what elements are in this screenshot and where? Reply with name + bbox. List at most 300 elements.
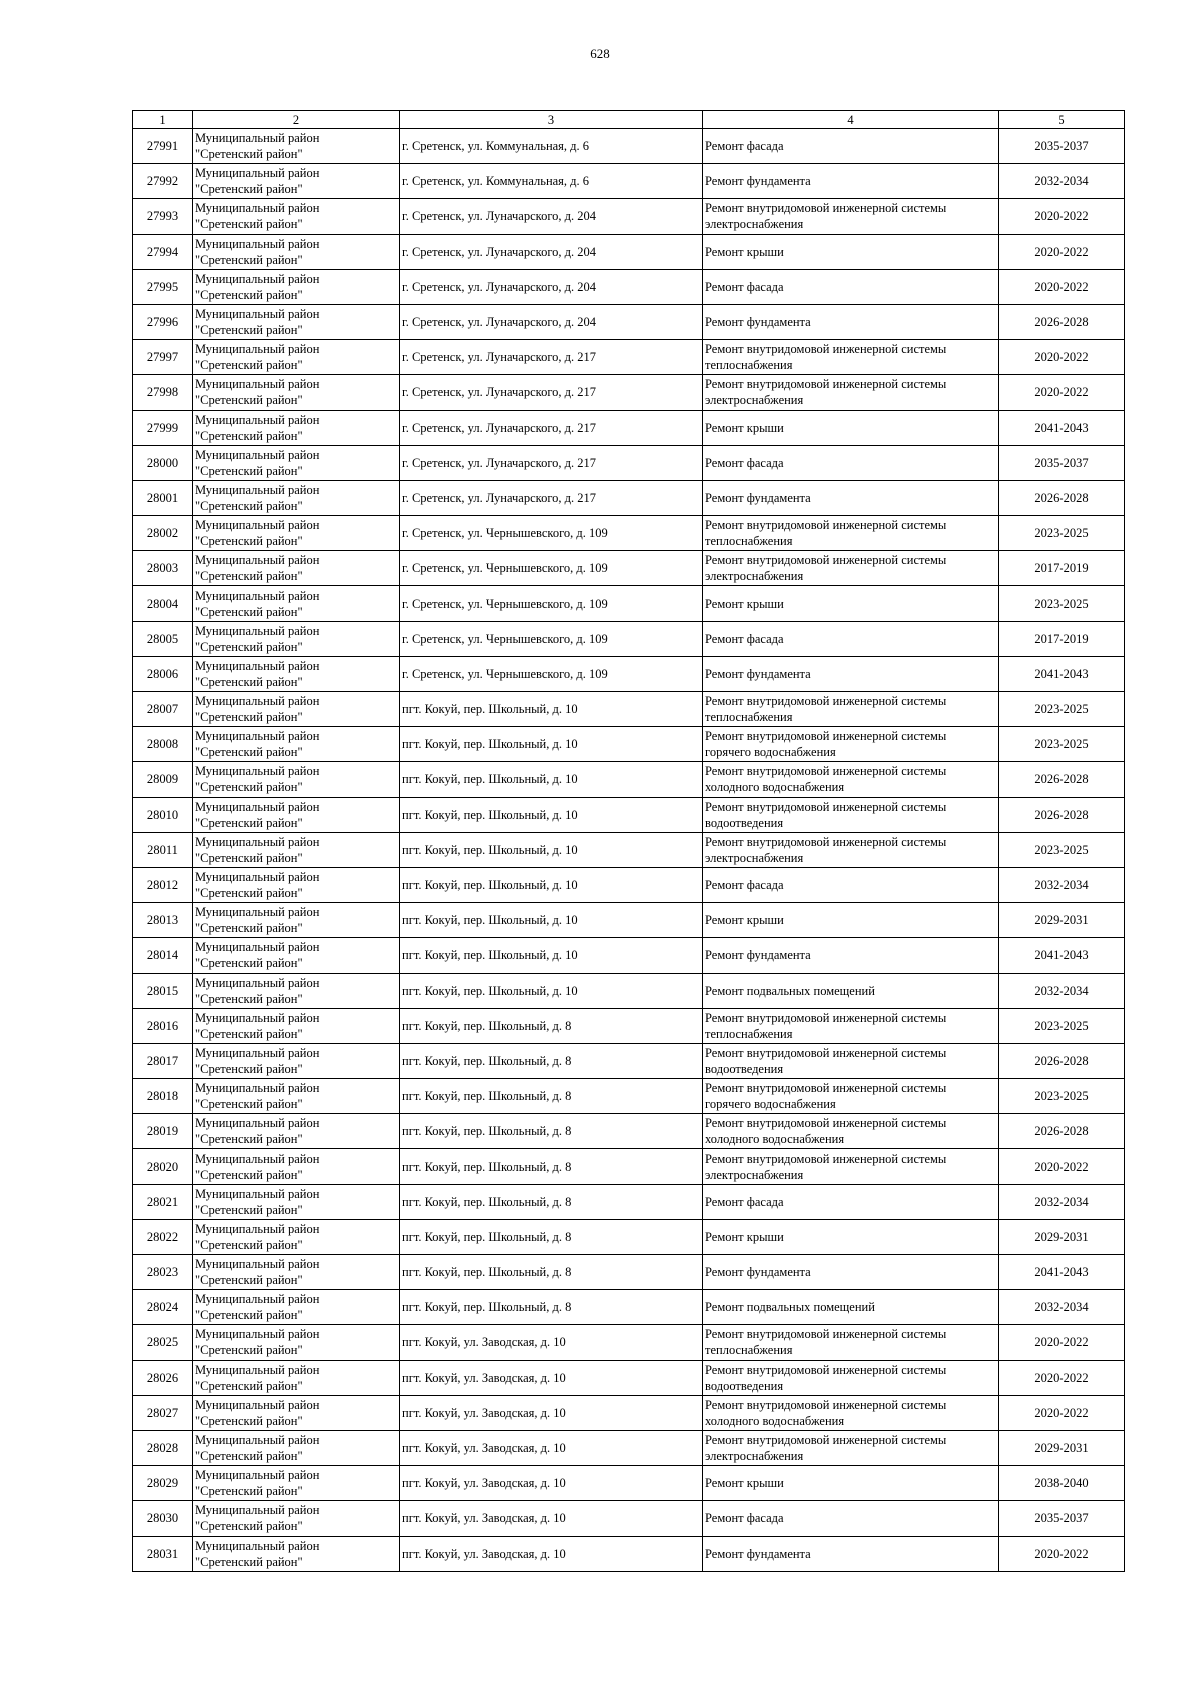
- address-cell: пгт. Кокуй, ул. Заводская, д. 10: [400, 1325, 703, 1360]
- work-type-cell: [703, 516, 999, 551]
- period-cell: 2020-2022: [999, 1325, 1125, 1360]
- work-type-cell: [703, 867, 999, 902]
- period-cell: 2035-2037: [999, 1501, 1125, 1536]
- table-row: [133, 1360, 1125, 1395]
- work-type-line: Ремонт крыши: [705, 596, 784, 611]
- address-cell: пгт. Кокуй, пер. Школьный, д. 10: [400, 832, 703, 867]
- row-number-cell: 27996: [133, 304, 193, 339]
- municipality-cell: [193, 1219, 400, 1254]
- work-type-line: теплоснабжения: [705, 534, 793, 549]
- municipality-cell: [193, 516, 400, 551]
- work-type-line: Ремонт крыши: [705, 1229, 784, 1244]
- work-type-cell: [703, 656, 999, 691]
- work-type-cell: [703, 1079, 999, 1114]
- municipality-cell: [193, 234, 400, 269]
- table-row: [133, 797, 1125, 832]
- work-type-cell: [703, 304, 999, 339]
- row-number-cell: 28017: [133, 1043, 193, 1078]
- table-row: [133, 1114, 1125, 1149]
- row-number-cell: 28020: [133, 1149, 193, 1184]
- address-cell: г. Сретенск, ул. Луначарского, д. 204: [400, 304, 703, 339]
- address-cell: пгт. Кокуй, пер. Школьный, д. 8: [400, 1184, 703, 1219]
- table-row: [133, 1184, 1125, 1219]
- row-number-cell: 28025: [133, 1325, 193, 1360]
- period-cell: 2023-2025: [999, 1079, 1125, 1114]
- period-cell: 2023-2025: [999, 727, 1125, 762]
- address-cell: г. Сретенск, ул. Чернышевского, д. 109: [400, 656, 703, 691]
- address-cell: пгт. Кокуй, пер. Школьный, д. 8: [400, 1043, 703, 1078]
- work-type-line: теплоснабжения: [705, 358, 793, 373]
- municipality-cell: [193, 1255, 400, 1290]
- address-cell: пгт. Кокуй, пер. Школьный, д. 10: [400, 797, 703, 832]
- municipality-line: Муниципальный район: [195, 1468, 320, 1483]
- municipality-cell: [193, 1466, 400, 1501]
- row-number-cell: 28005: [133, 621, 193, 656]
- period-cell: 2032-2034: [999, 867, 1125, 902]
- municipality-cell: [193, 867, 400, 902]
- period-cell: 2026-2028: [999, 1043, 1125, 1078]
- table-row: [133, 304, 1125, 339]
- work-type-line: Ремонт крыши: [705, 913, 784, 928]
- work-type-line: Ремонт внутридомовой инженерной системы: [705, 764, 947, 779]
- municipality-line: Муниципальный район: [195, 764, 320, 779]
- table-row: [133, 867, 1125, 902]
- row-number-cell: 27993: [133, 199, 193, 234]
- work-type-cell: [703, 1325, 999, 1360]
- page-number: 628: [590, 46, 610, 61]
- municipality-line: "Сретенский район": [195, 1273, 303, 1288]
- work-type-cell: [703, 973, 999, 1008]
- work-type-line: Ремонт внутридомовой инженерной системы: [705, 1151, 947, 1166]
- municipality-line: "Сретенский район": [195, 323, 303, 338]
- table-row: [133, 692, 1125, 727]
- address-cell: пгт. Кокуй, пер. Школьный, д. 10: [400, 762, 703, 797]
- work-type-cell: [703, 551, 999, 586]
- address-cell: пгт. Кокуй, ул. Заводская, д. 10: [400, 1466, 703, 1501]
- table-row: [133, 1255, 1125, 1290]
- municipality-cell: [193, 797, 400, 832]
- row-number-cell: 28022: [133, 1219, 193, 1254]
- work-type-cell: [703, 832, 999, 867]
- column-header-5: 5: [999, 111, 1125, 129]
- table-row: [133, 340, 1125, 375]
- period-cell: 2020-2022: [999, 375, 1125, 410]
- work-type-line: Ремонт внутридомовой инженерной системы: [705, 377, 947, 392]
- municipality-line: Муниципальный район: [195, 1433, 320, 1448]
- work-type-cell: [703, 1219, 999, 1254]
- address-cell: пгт. Кокуй, пер. Школьный, д. 10: [400, 938, 703, 973]
- municipality-cell: [193, 832, 400, 867]
- municipality-line: "Сретенский район": [195, 569, 303, 584]
- table-row: [133, 129, 1125, 164]
- work-type-line: водоотведения: [705, 815, 784, 830]
- table-row: [133, 1219, 1125, 1254]
- municipality-line: Муниципальный район: [195, 1292, 320, 1307]
- period-cell: 2032-2034: [999, 164, 1125, 199]
- period-cell: 2029-2031: [999, 1219, 1125, 1254]
- work-type-cell: [703, 586, 999, 621]
- municipality-line: Муниципальный район: [195, 1116, 320, 1131]
- work-type-line: Ремонт внутридомовой инженерной системы: [705, 1362, 947, 1377]
- address-cell: пгт. Кокуй, ул. Заводская, д. 10: [400, 1536, 703, 1571]
- period-cell: 2041-2043: [999, 656, 1125, 691]
- table-row: [133, 727, 1125, 762]
- table-body: [133, 129, 1125, 1572]
- municipality-cell: [193, 1043, 400, 1078]
- work-type-cell: [703, 762, 999, 797]
- row-number-cell: 28004: [133, 586, 193, 621]
- work-type-cell: [703, 1043, 999, 1078]
- period-cell: 2026-2028: [999, 797, 1125, 832]
- period-cell: 2032-2034: [999, 973, 1125, 1008]
- municipality-cell: [193, 164, 400, 199]
- work-type-line: Ремонт внутридомовой инженерной системы: [705, 799, 947, 814]
- work-type-line: электроснабжения: [705, 1449, 804, 1464]
- work-type-cell: [703, 1430, 999, 1465]
- municipality-line: Муниципальный район: [195, 870, 320, 885]
- address-cell: пгт. Кокуй, пер. Школьный, д. 8: [400, 1114, 703, 1149]
- address-cell: пгт. Кокуй, пер. Школьный, д. 10: [400, 692, 703, 727]
- municipality-line: Муниципальный район: [195, 131, 320, 146]
- municipality-line: Муниципальный район: [195, 940, 320, 955]
- row-number-cell: 28012: [133, 867, 193, 902]
- municipality-cell: [193, 656, 400, 691]
- work-type-line: Ремонт подвальных помещений: [705, 1300, 875, 1315]
- period-cell: 2032-2034: [999, 1184, 1125, 1219]
- period-cell: 2035-2037: [999, 445, 1125, 480]
- work-type-cell: [703, 1466, 999, 1501]
- municipality-line: "Сретенский район": [195, 358, 303, 373]
- work-type-line: Ремонт внутридомовой инженерной системы: [705, 553, 947, 568]
- work-type-cell: [703, 445, 999, 480]
- table-row: [133, 234, 1125, 269]
- row-number-cell: 28030: [133, 1501, 193, 1536]
- municipality-line: Муниципальный район: [195, 1397, 320, 1412]
- work-type-line: электроснабжения: [705, 850, 804, 865]
- municipality-cell: [193, 1114, 400, 1149]
- row-number-cell: 28011: [133, 832, 193, 867]
- row-number-cell: 27998: [133, 375, 193, 410]
- municipality-cell: [193, 1501, 400, 1536]
- period-cell: 2032-2034: [999, 1290, 1125, 1325]
- municipality-line: Муниципальный район: [195, 1045, 320, 1060]
- table-row: [133, 903, 1125, 938]
- period-cell: 2026-2028: [999, 480, 1125, 515]
- row-number-cell: 28013: [133, 903, 193, 938]
- municipality-line: "Сретенский район": [195, 1132, 303, 1147]
- work-type-line: Ремонт фундамента: [705, 1546, 811, 1561]
- period-cell: 2023-2025: [999, 692, 1125, 727]
- municipality-line: "Сретенский район": [195, 1519, 303, 1534]
- work-type-line: водоотведения: [705, 1378, 784, 1393]
- work-type-line: Ремонт фундамента: [705, 1265, 811, 1280]
- work-type-line: холодного водоснабжения: [705, 780, 845, 795]
- row-number-cell: 28027: [133, 1395, 193, 1430]
- row-number-cell: 27994: [133, 234, 193, 269]
- address-cell: пгт. Кокуй, пер. Школьный, д. 8: [400, 1219, 703, 1254]
- municipality-cell: [193, 1184, 400, 1219]
- municipality-line: "Сретенский район": [195, 1061, 303, 1076]
- municipality-cell: [193, 269, 400, 304]
- work-type-line: Ремонт внутридомовой инженерной системы: [705, 201, 947, 216]
- table-row: [133, 1079, 1125, 1114]
- municipality-line: "Сретенский район": [195, 1554, 303, 1569]
- municipality-cell: [193, 375, 400, 410]
- municipality-line: "Сретенский район": [195, 1167, 303, 1182]
- municipality-line: Муниципальный район: [195, 307, 320, 322]
- municipality-line: Муниципальный район: [195, 482, 320, 497]
- municipality-line: Муниципальный район: [195, 1327, 320, 1342]
- address-cell: г. Сретенск, ул. Чернышевского, д. 109: [400, 621, 703, 656]
- municipality-cell: [193, 1430, 400, 1465]
- row-number-cell: 27997: [133, 340, 193, 375]
- table-row: [133, 480, 1125, 515]
- row-number-cell: 28029: [133, 1466, 193, 1501]
- municipality-line: Муниципальный район: [195, 623, 320, 638]
- work-type-line: Ремонт фасада: [705, 631, 784, 646]
- municipality-cell: [193, 410, 400, 445]
- municipality-line: "Сретенский район": [195, 252, 303, 267]
- work-type-line: электроснабжения: [705, 217, 804, 232]
- table-row: [133, 516, 1125, 551]
- work-type-cell: [703, 199, 999, 234]
- row-number-cell: 28006: [133, 656, 193, 691]
- address-cell: пгт. Кокуй, пер. Школьный, д. 10: [400, 727, 703, 762]
- table-row: [133, 164, 1125, 199]
- municipality-line: "Сретенский район": [195, 815, 303, 830]
- municipality-line: Муниципальный район: [195, 1362, 320, 1377]
- address-cell: пгт. Кокуй, пер. Школьный, д. 8: [400, 1149, 703, 1184]
- municipality-line: "Сретенский район": [195, 463, 303, 478]
- table-row: [133, 762, 1125, 797]
- period-cell: 2020-2022: [999, 340, 1125, 375]
- table-row: [133, 375, 1125, 410]
- work-type-line: Ремонт внутридомовой инженерной системы: [705, 1116, 947, 1131]
- municipality-line: "Сретенский район": [195, 1202, 303, 1217]
- municipality-line: Муниципальный район: [195, 729, 320, 744]
- municipality-line: "Сретенский район": [195, 886, 303, 901]
- table-row: [133, 551, 1125, 586]
- row-number-cell: 28024: [133, 1290, 193, 1325]
- address-cell: г. Сретенск, ул. Коммунальная, д. 6: [400, 129, 703, 164]
- municipality-line: Муниципальный район: [195, 1257, 320, 1272]
- municipality-cell: [193, 1149, 400, 1184]
- row-number-cell: 28019: [133, 1114, 193, 1149]
- municipality-line: Муниципальный район: [195, 1538, 320, 1553]
- work-type-cell: [703, 340, 999, 375]
- table-header: [133, 111, 1125, 129]
- work-type-line: Ремонт внутридомовой инженерной системы: [705, 729, 947, 744]
- address-cell: пгт. Кокуй, пер. Школьный, д. 10: [400, 973, 703, 1008]
- table-row: [133, 199, 1125, 234]
- municipality-cell: [193, 1395, 400, 1430]
- address-cell: г. Сретенск, ул. Чернышевского, д. 109: [400, 516, 703, 551]
- municipality-line: Муниципальный район: [195, 799, 320, 814]
- municipality-cell: [193, 1360, 400, 1395]
- municipality-line: Муниципальный район: [195, 166, 320, 181]
- municipality-line: Муниципальный район: [195, 1010, 320, 1025]
- municipality-line: Муниципальный район: [195, 271, 320, 286]
- work-type-cell: [703, 797, 999, 832]
- work-type-cell: [703, 1360, 999, 1395]
- row-number-cell: 28002: [133, 516, 193, 551]
- row-number-cell: 28018: [133, 1079, 193, 1114]
- work-type-cell: [703, 1008, 999, 1043]
- municipality-line: Муниципальный район: [195, 553, 320, 568]
- work-type-line: Ремонт фундамента: [705, 490, 811, 505]
- header-row: [133, 111, 1125, 129]
- municipality-line: Муниципальный район: [195, 1151, 320, 1166]
- municipality-line: Муниципальный район: [195, 518, 320, 533]
- work-type-cell: [703, 1536, 999, 1571]
- work-type-line: электроснабжения: [705, 569, 804, 584]
- period-cell: 2038-2040: [999, 1466, 1125, 1501]
- table-row: [133, 1008, 1125, 1043]
- period-cell: 2020-2022: [999, 1395, 1125, 1430]
- municipality-cell: [193, 762, 400, 797]
- address-cell: г. Сретенск, ул. Луначарского, д. 217: [400, 445, 703, 480]
- period-cell: 2023-2025: [999, 516, 1125, 551]
- work-type-cell: [703, 1290, 999, 1325]
- work-type-cell: [703, 692, 999, 727]
- municipality-line: Муниципальный район: [195, 447, 320, 462]
- period-cell: 2020-2022: [999, 199, 1125, 234]
- row-number-cell: 28026: [133, 1360, 193, 1395]
- address-cell: г. Сретенск, ул. Чернышевского, д. 109: [400, 586, 703, 621]
- work-type-cell: [703, 234, 999, 269]
- row-number-cell: 28010: [133, 797, 193, 832]
- municipality-line: Муниципальный район: [195, 342, 320, 357]
- municipality-line: "Сретенский район": [195, 1097, 303, 1112]
- municipality-line: Муниципальный район: [195, 1221, 320, 1236]
- table-row: [133, 1466, 1125, 1501]
- work-type-line: Ремонт фундамента: [705, 174, 811, 189]
- row-number-cell: 28008: [133, 727, 193, 762]
- work-type-line: водоотведения: [705, 1061, 784, 1076]
- municipality-line: "Сретенский район": [195, 745, 303, 760]
- period-cell: 2020-2022: [999, 234, 1125, 269]
- municipality-cell: [193, 727, 400, 762]
- address-cell: г. Сретенск, ул. Луначарского, д. 204: [400, 269, 703, 304]
- period-cell: 2017-2019: [999, 551, 1125, 586]
- row-number-cell: 28021: [133, 1184, 193, 1219]
- column-header-3: 3: [400, 111, 703, 129]
- work-type-line: Ремонт подвальных помещений: [705, 983, 875, 998]
- municipality-cell: [193, 551, 400, 586]
- municipality-line: "Сретенский район": [195, 1378, 303, 1393]
- municipality-cell: [193, 621, 400, 656]
- municipality-cell: [193, 1008, 400, 1043]
- municipality-line: Муниципальный район: [195, 236, 320, 251]
- municipality-line: "Сретенский район": [195, 498, 303, 513]
- work-type-cell: [703, 1114, 999, 1149]
- municipality-line: "Сретенский район": [195, 850, 303, 865]
- table-row: [133, 1430, 1125, 1465]
- table-row: [133, 445, 1125, 480]
- repair-schedule-table: [132, 110, 1125, 1572]
- work-type-line: горячего водоснабжения: [705, 1097, 836, 1112]
- row-number-cell: 27999: [133, 410, 193, 445]
- period-cell: 2029-2031: [999, 903, 1125, 938]
- address-cell: г. Сретенск, ул. Луначарского, д. 204: [400, 234, 703, 269]
- work-type-line: Ремонт внутридомовой инженерной системы: [705, 1433, 947, 1448]
- row-number-cell: 28016: [133, 1008, 193, 1043]
- period-cell: 2041-2043: [999, 1255, 1125, 1290]
- row-number-cell: 28001: [133, 480, 193, 515]
- work-type-line: Ремонт фасада: [705, 139, 784, 154]
- work-type-line: Ремонт внутридомовой инженерной системы: [705, 1397, 947, 1412]
- municipality-cell: [193, 199, 400, 234]
- address-cell: пгт. Кокуй, ул. Заводская, д. 10: [400, 1360, 703, 1395]
- municipality-cell: [193, 445, 400, 480]
- row-number-cell: 28009: [133, 762, 193, 797]
- work-type-cell: [703, 410, 999, 445]
- work-type-cell: [703, 129, 999, 164]
- work-type-line: Ремонт внутридомовой инженерной системы: [705, 1045, 947, 1060]
- period-cell: 2023-2025: [999, 832, 1125, 867]
- work-type-line: Ремонт внутридомовой инженерной системы: [705, 1010, 947, 1025]
- municipality-line: "Сретенский район": [195, 1343, 303, 1358]
- municipality-line: "Сретенский район": [195, 428, 303, 443]
- table-row: [133, 656, 1125, 691]
- work-type-cell: [703, 480, 999, 515]
- municipality-line: Муниципальный район: [195, 201, 320, 216]
- municipality-line: "Сретенский район": [195, 147, 303, 162]
- row-number-cell: 28028: [133, 1430, 193, 1465]
- address-cell: г. Сретенск, ул. Луначарского, д. 217: [400, 480, 703, 515]
- address-cell: г. Сретенск, ул. Луначарского, д. 217: [400, 410, 703, 445]
- municipality-line: "Сретенский район": [195, 287, 303, 302]
- municipality-line: "Сретенский район": [195, 1308, 303, 1323]
- work-type-line: Ремонт крыши: [705, 420, 784, 435]
- address-cell: пгт. Кокуй, ул. Заводская, д. 10: [400, 1395, 703, 1430]
- work-type-cell: [703, 1501, 999, 1536]
- table-row: [133, 1043, 1125, 1078]
- work-type-line: Ремонт внутридомовой инженерной системы: [705, 834, 947, 849]
- municipality-cell: [193, 1290, 400, 1325]
- table-row: [133, 269, 1125, 304]
- address-cell: пгт. Кокуй, пер. Школьный, д. 8: [400, 1290, 703, 1325]
- address-cell: г. Сретенск, ул. Луначарского, д. 204: [400, 199, 703, 234]
- table-row: [133, 973, 1125, 1008]
- municipality-line: Муниципальный район: [195, 658, 320, 673]
- municipality-cell: [193, 692, 400, 727]
- work-type-line: Ремонт внутридомовой инженерной системы: [705, 1081, 947, 1096]
- address-cell: г. Сретенск, ул. Коммунальная, д. 6: [400, 164, 703, 199]
- row-number-cell: 27995: [133, 269, 193, 304]
- municipality-cell: [193, 938, 400, 973]
- address-cell: пгт. Кокуй, пер. Школьный, д. 10: [400, 867, 703, 902]
- work-type-line: Ремонт внутридомовой инженерной системы: [705, 518, 947, 533]
- row-number-cell: 28000: [133, 445, 193, 480]
- work-type-line: Ремонт внутридомовой инженерной системы: [705, 342, 947, 357]
- municipality-line: Муниципальный район: [195, 377, 320, 392]
- period-cell: 2026-2028: [999, 1114, 1125, 1149]
- work-type-cell: [703, 727, 999, 762]
- municipality-cell: [193, 1325, 400, 1360]
- work-type-line: Ремонт фасада: [705, 878, 784, 893]
- municipality-line: Муниципальный район: [195, 1081, 320, 1096]
- work-type-line: Ремонт фасада: [705, 1194, 784, 1209]
- work-type-cell: [703, 375, 999, 410]
- period-cell: 2020-2022: [999, 1360, 1125, 1395]
- municipality-cell: [193, 586, 400, 621]
- period-cell: 2020-2022: [999, 1149, 1125, 1184]
- municipality-cell: [193, 340, 400, 375]
- work-type-line: Ремонт фундамента: [705, 315, 811, 330]
- municipality-line: "Сретенский район": [195, 182, 303, 197]
- table-row: [133, 1395, 1125, 1430]
